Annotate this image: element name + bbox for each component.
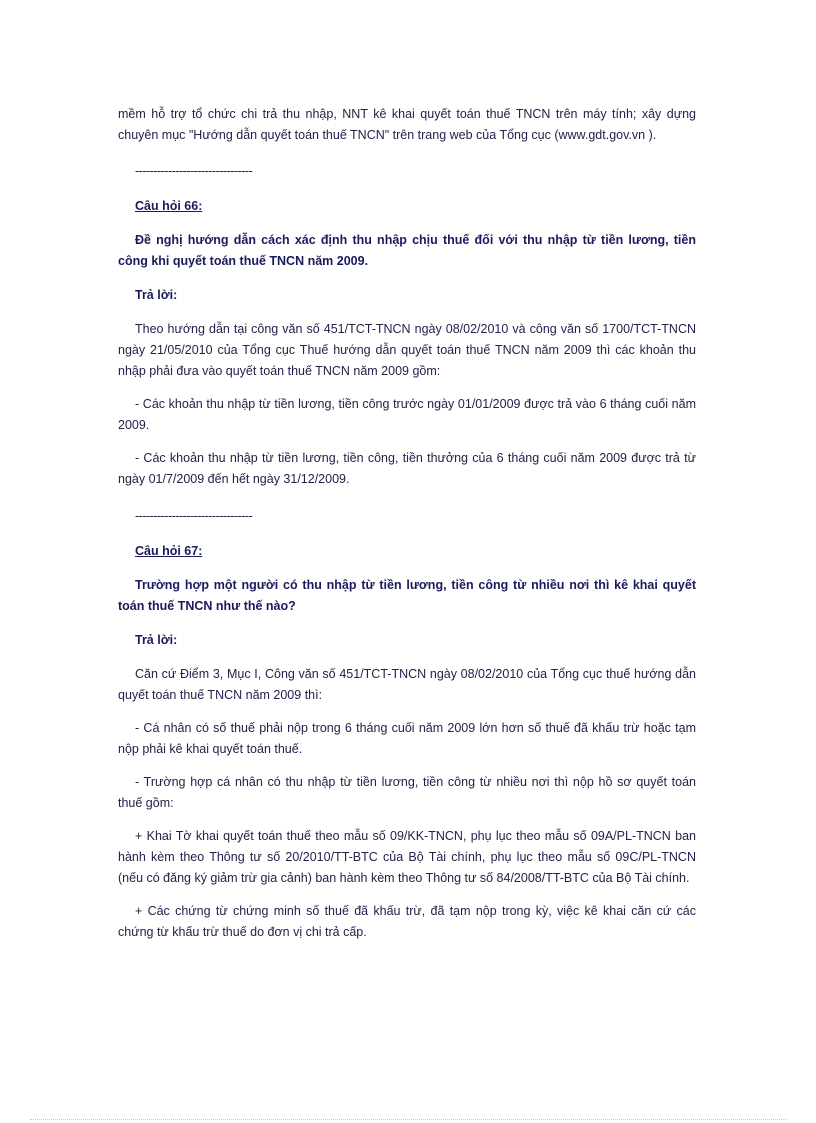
separator-line: -------------------------------- [135,509,253,523]
answer-66-label: Trả lời: [135,288,178,302]
page-bottom-border [30,1119,786,1120]
answer-66-paragraph: - Các khoản thu nhập từ tiền lương, tiền công trước ngày 01/01/2009 được trả vào 6 tháng cuối năm 2009. [118,397,696,432]
answer-67-paragraph: - Cá nhân có số thuế phải nộp trong 6 tháng cuối năm 2009 lớn hơn số thuế đã khấu trừ hoặc tạm nộp phải kê khai quyết toán thuế. [118,721,696,756]
answer-67-paragraph: Căn cứ Điểm 3, Mục I, Công văn số 451/TCT-TNCN ngày 08/02/2010 của Tổng cục thuế hướng dẫn quyết toán thuế TNCN năm 2009 thì: [118,667,696,702]
answer-67-paragraph: + Các chứng từ chứng minh số thuế đã khấu trừ, đã tạm nộp trong kỳ, việc kê khai căn cứ các chứng từ khấu trừ thuế do đơn vị chi trả cấp. [118,904,696,939]
separator-line: -------------------------------- [135,164,253,178]
answer-67-paragraph: + Khai Tờ khai quyết toán thuế theo mẫu số 09/KK-TNCN, phụ lục theo mẫu số 09A/PL-TNCN ban hành kèm theo Thông tư số 20/2010/TT-BTC của Bộ Tài chính, phụ lục theo mẫu số 09C/PL-TNCN (nếu có đăng ký giảm trừ gia cảnh) ban hành kèm theo Thông tư số 84/2008/TT-BTC của Bộ Tài chính. [118,829,696,885]
answer-66-paragraph: - Các khoản thu nhập từ tiền lương, tiền công, tiền thưởng của 6 tháng cuối năm 2009 được trả từ ngày 01/7/2009 đến hết ngày 31/12/2009. [118,451,696,486]
question-66-heading: Câu hỏi 66: [135,199,203,213]
answer-66-paragraph: Theo hướng dẫn tại công văn số 451/TCT-TNCN ngày 08/02/2010 và công văn số 1700/TCT-TNCN ngày 21/05/2010 của Tổng cục Thuế hướng dẫn quyết toán thuế TNCN năm 2009 thì các khoản thu nhập phải đưa vào quyết toán thuế TNCN năm 2009 gồm: [118,322,696,378]
answer-67-label: Trả lời: [135,633,178,647]
document-page [118,104,696,955]
question-67-heading: Câu hỏi 67: [135,544,203,558]
intro-paragraph: mềm hỗ trợ tổ chức chi trả thu nhập, NNT kê khai quyết toán thuế TNCN trên máy tính; xây dựng chuyên mục "Hướng dẫn quyết toán thuế TNCN" trên trang web của Tổng cục (www.gdt.gov.vn ). [118,107,696,142]
question-66-text: Đề nghị hướng dẫn cách xác định thu nhập chịu thuế đối với thu nhập từ tiền lương, tiền công khi quyết toán thuế TNCN năm 2009. [118,233,696,268]
question-67-text: Trường hợp một người có thu nhập từ tiền lương, tiền công từ nhiều nơi thì kê khai quyết toán thuế TNCN như thế nào? [118,578,696,613]
answer-67-paragraph: - Trường hợp cá nhân có thu nhập từ tiền lương, tiền công từ nhiều nơi thì nộp hồ sơ quyết toán thuế gồm: [118,775,696,810]
